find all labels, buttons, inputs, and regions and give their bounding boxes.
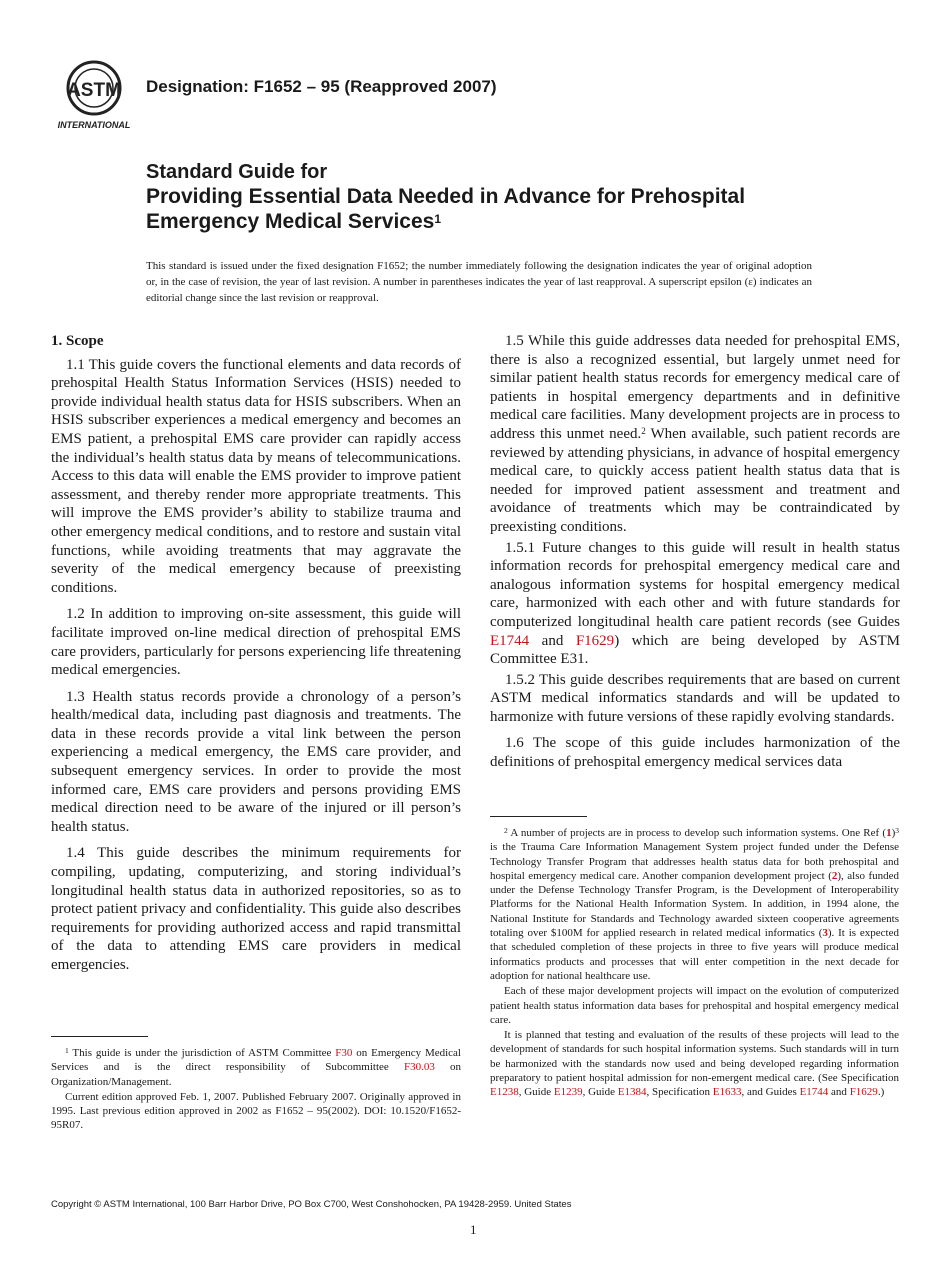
page-title: [146, 184, 846, 234]
paragraph-1-5-1-text-b: ) which are being developed by ASTM Committee E31.: [490, 632, 900, 668]
link-f30[interactable]: F30: [335, 1047, 353, 1059]
link-f1629[interactable]: F1629: [575, 632, 615, 649]
footnote-1-mark: 1: [65, 1046, 69, 1055]
copyright-notice: Copyright © ASTM International, 100 Barr Harbor Drive, PO Box C700, West Conshohocken, PA 19428-2959. United States: [51, 1199, 572, 1210]
link-e1239[interactable]: E1239: [553, 1086, 583, 1099]
issuance-note: This standard is issued under the fixed designation F1652; the number immediately following the designation indicates the year of original adoption or, in the case of revision, the year of last revision. A number in parentheses indicates the year of last reapproval. A superscript epsilon (ε) indicates an editorial change since the last revision or reapproval.: [146, 260, 812, 304]
footnote-1-text-a: This guide is under the jurisdiction of ASTM Committee: [68, 1047, 336, 1059]
paragraph-1-5-text-b: When available, such patient records are reviewed by attending physicians, in advance of hospital emergency medical care, to quickly access patient health status data that is needed for improved patient assessment and treatment and avoidance of treatments which may be contraindicated by preexisting conditions.: [490, 425, 900, 535]
paragraph-1-1: 1.1 This guide covers the functional elements and data records of prehospital Health Status Information Services (HSIS) needed to provide individual health status data for HSIS subscribers. When an HSIS subscriber experiences a medical emergency and becomes an EMS patient, a prehospital EMS care provider can rapidly access the individual’s health status data by means of telecommunications. Access to this data will enable the EMS provider to improve patient assessment, and thereby render more appropriate treatments. This will improve the EMS provider’s ability to stabilize trauma and other emergency medical conditions, and to restore and sustain vital functions, while avoiding treatments that may aggravate the severity of the medical emergency because of preexisting conditions.: [51, 356, 461, 596]
title-line-1: Standard Guide for: [146, 161, 328, 183]
footnote-divider-left: [51, 1036, 148, 1037]
paragraph-1-5-1: [490, 539, 900, 669]
ref-3-link[interactable]: 3: [822, 927, 828, 940]
page-number: 1: [470, 1222, 477, 1237]
footnote-2-sep-3: , Specification: [646, 1086, 713, 1099]
title-line-2: Providing Essential Data Needed in Advance for Prehospital: [146, 185, 746, 208]
right-column: [490, 332, 900, 780]
paragraph-1-2: 1.2 In addition to improving on-site assessment, this guide will facilitate improved on-line medical direction of prehospital EMS care providers, particularly for persons experiencing life threatening medical emergencies.: [51, 606, 461, 679]
paragraph-1-3: 1.3 Health status records provide a chronology of a person’s health/medical data, including past diagnosis and treatments. The data in these records provide a vital link between the person experiencing a medical emergency, the EMS care provider, and subsequent emergency services. In order to provide the most informed care, EMS care providers and persons providing EMS medical direction need to be aware of the injured or ill person’s health status.: [51, 688, 461, 835]
paragraph-1-6: 1.6 The scope of this guide includes harmonization of the definitions of prehospital emergency medical services data: [490, 735, 900, 771]
designation: Designation: F1652 – 95 (Reapproved 2007): [146, 77, 497, 96]
logo-text: ASTM: [67, 80, 121, 101]
footnote-2-para-1: [490, 826, 899, 983]
footnote-1-para-1: [51, 1046, 461, 1089]
link-f30-03[interactable]: F30.03: [403, 1061, 435, 1074]
paragraph-1-5-text-a: 1.5 While this guide addresses data needed for prehospital EMS, there is also a recognized essential, but largely unmet need for similar patient health status records for emergency medical care of patients in hospital emergency departments and in definitive medical care facilities. Many development projects are in process to address this unmet need.: [490, 333, 900, 442]
link-e1744[interactable]: E1744: [490, 632, 530, 649]
astm-international-logo: [52, 60, 136, 132]
paragraph-1-5-1-text-a: 1.5.1 Future changes to this guide will result in health status information records for prehospital emergency medical care and analogous information systems for hospital emergency medical care, harmonized with each other and with future standards for computerized longitudinal health care patient records (see Guides: [490, 539, 900, 630]
footnote-2-sep-5: and: [828, 1086, 850, 1099]
title-block: [146, 160, 846, 234]
ref-2-link[interactable]: 2: [831, 869, 838, 882]
footnote-2-sep-1: , Guide: [518, 1086, 554, 1099]
paragraph-1-5-1-and: and: [529, 632, 576, 649]
footnote-2-text-b: is the Trauma Care Information Management System project funded under the Defense Technology Transfer Program that addresses health status data for both prehospital and hospital emergency medical care. Another companion development project (: [490, 841, 899, 882]
footnote-2: [490, 826, 899, 1101]
title-footnote-mark: 1: [434, 212, 442, 226]
left-column: [51, 332, 461, 983]
ref-1-link[interactable]: 1: [886, 827, 892, 839]
footnote-2-text-a: A number of projects are in process to develop such information systems. One Ref (: [507, 827, 887, 839]
paragraph-1-5: [490, 332, 900, 537]
scope-heading: 1. Scope: [51, 333, 104, 349]
footnote-2-para-2: Each of these major development projects will impact on the evolution of computerized patient health status information data bases for prehospital and hospital emergency medical care.: [490, 985, 899, 1026]
paragraph-1-4: 1.4 This guide describes the minimum requirements for compiling, updating, computerizing, and storing individual’s longitudinal health status data in authorized repositories, so as to protect patient privacy and confidentiality. This guide also describes requirements for providing authorized access and rapid transmittal of the data to attending EMS care providers in medical emergencies.: [51, 845, 461, 973]
paragraph-1-5-2: 1.5.2 This guide describes requirements that are based on current ASTM medical informatics standards and will be updated to harmonize with future versions of these rapidly evolving standards.: [490, 671, 900, 725]
link-f1629-footnote[interactable]: F1629: [849, 1086, 878, 1099]
title-line-3: Emergency Medical Services: [146, 210, 435, 233]
footnote-2-mark: 2: [504, 826, 508, 835]
footnote-2-sep-4: , and Guides: [741, 1086, 800, 1099]
link-e1384[interactable]: E1384: [617, 1086, 647, 1099]
link-e1633[interactable]: E1633: [712, 1086, 742, 1099]
footnote-2-sep-2: , Guide: [582, 1086, 618, 1099]
footnote-1: [51, 1046, 461, 1134]
footnote-1-text-c: on Organization/Management.: [51, 1061, 462, 1088]
footnote-2-sep-6: .): [877, 1086, 885, 1099]
footnote-2-text-d: ). It is expected that scheduled completion of these projects in three to five years will produce medical informatics products and processes that will enter competition in the next decade for adoption for national healthcare use.: [490, 927, 899, 982]
footnote-1-para-2: Current edition approved Feb. 1, 2007. Published February 2007. Originally approved in 1995. Last previous edition approved in 2002 as F1652 – 95(2002). DOI: 10.1520/F1652-95R07.: [51, 1090, 461, 1132]
footnote-2-text-c: ), also funded under the Defense Technology Transfer Program, is the Development of Interoperability Platforms for the National Health Information System. In addition, in 1994 alone, the National Institute for Standards and Technology awarded sixteen cooperative agreements totaling over $100M for applied research in related medical informatics (: [490, 869, 899, 940]
link-e1238[interactable]: E1238: [490, 1086, 519, 1099]
footnote-2-text-a2: ): [891, 827, 896, 839]
footnote-ref-2[interactable]: 2: [641, 425, 646, 436]
footnote-2-para-3-text: It is planned that testing and evaluation of the results of these projects will lead to the development of standards for such hospital information systems. Such standards will in turn be harmonized with the standards now used and being developed regarding information preparatory to patient hospital admission for non-emergent medical care. (See Specification: [490, 1029, 899, 1085]
footnote-3-mark: 3: [895, 826, 899, 835]
footnote-divider-right: [490, 816, 587, 817]
logo-subtext: INTERNATIONAL: [57, 120, 131, 130]
footnote-1-text-b: on Emergency Medical Services and is the direct responsibility of Subcommittee: [51, 1047, 461, 1074]
link-e1744-footnote[interactable]: E1744: [799, 1086, 829, 1099]
footnote-2-para-3: [490, 1028, 899, 1099]
